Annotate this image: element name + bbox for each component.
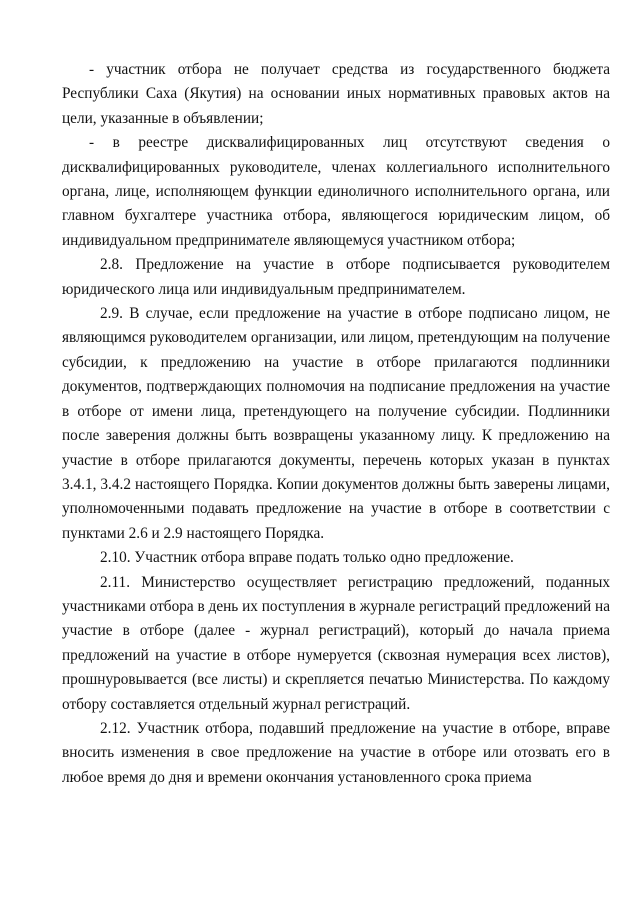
bullet-paragraph-disqualification-registry: - в реестре дисквалифицированных лиц отсутствуют сведения о дисквалифицированных руководителе, членах коллегиального исполнительного органа, лице, исполняющем функции единоличного исполнительного органа, или главном бухгалтере участника отбора, являющегося юридическим лицом, об индивидуальном предпринимателе являющемуся участником отбора;: [62, 134, 610, 249]
clause-2-8-paragraph: 2.8. Предложение на участие в отборе подписывается руководителем юридического лица или индивидуальным предпринимателем.: [62, 256, 610, 298]
clause-2-11-paragraph: 2.11. Министерство осуществляет регистрацию предложений, поданных участниками отбора в день их поступления в журнале регистраций предложений на участие в отборе (далее - журнал регистраций), который до начала приема предложений на участие в отборе нумеруется (сквозная нумерация всех листов), прошнуровывается (все листы) и скрепляется печатью Министерства. По каждому отбору составляется отдельный журнал регистраций.: [62, 573, 610, 713]
bullet-paragraph-no-other-funding: - участник отбора не получает средства из государственного бюджета Республики Саха (Якутия) на основании иных нормативных правовых актов на цели, указанные в объявлении;: [62, 61, 610, 127]
clause-2-12-paragraph: 2.12. Участник отбора, подавший предложение на участие в отборе, вправе вносить изменения в свое предложение на участие в отборе или отозвать его в любое время до дня и времени окончания установленного срока приема: [62, 719, 610, 786]
clause-2-9-paragraph: 2.9. В случае, если предложение на участие в отборе подписано лицом, не являющимся руководителем организации, или лицом, претендующим на получение субсидии, к предложению на участие в отборе прилагаются подлинники документов, подтверждающих полномочия на подписание предложения на участие в отборе от имени лица, претендующего на получение субсидии. Подлинники после заверения должны быть возвращены указанному лицу. К предложению на участие в отборе прилагаются документы, перечень которых указан в пунктах 3.4.1, 3.4.2 настоящего Порядка. Копии документов должны быть заверены лицами, уполномоченными подавать предложение на участие в отборе в соответствии с пунктами 2.6 и 2.9 настоящего Порядка.: [62, 305, 610, 542]
clause-2-10-paragraph: 2.10. Участник отбора вправе подать только одно предложение.: [100, 549, 514, 567]
document-page: [62, 58, 610, 790]
